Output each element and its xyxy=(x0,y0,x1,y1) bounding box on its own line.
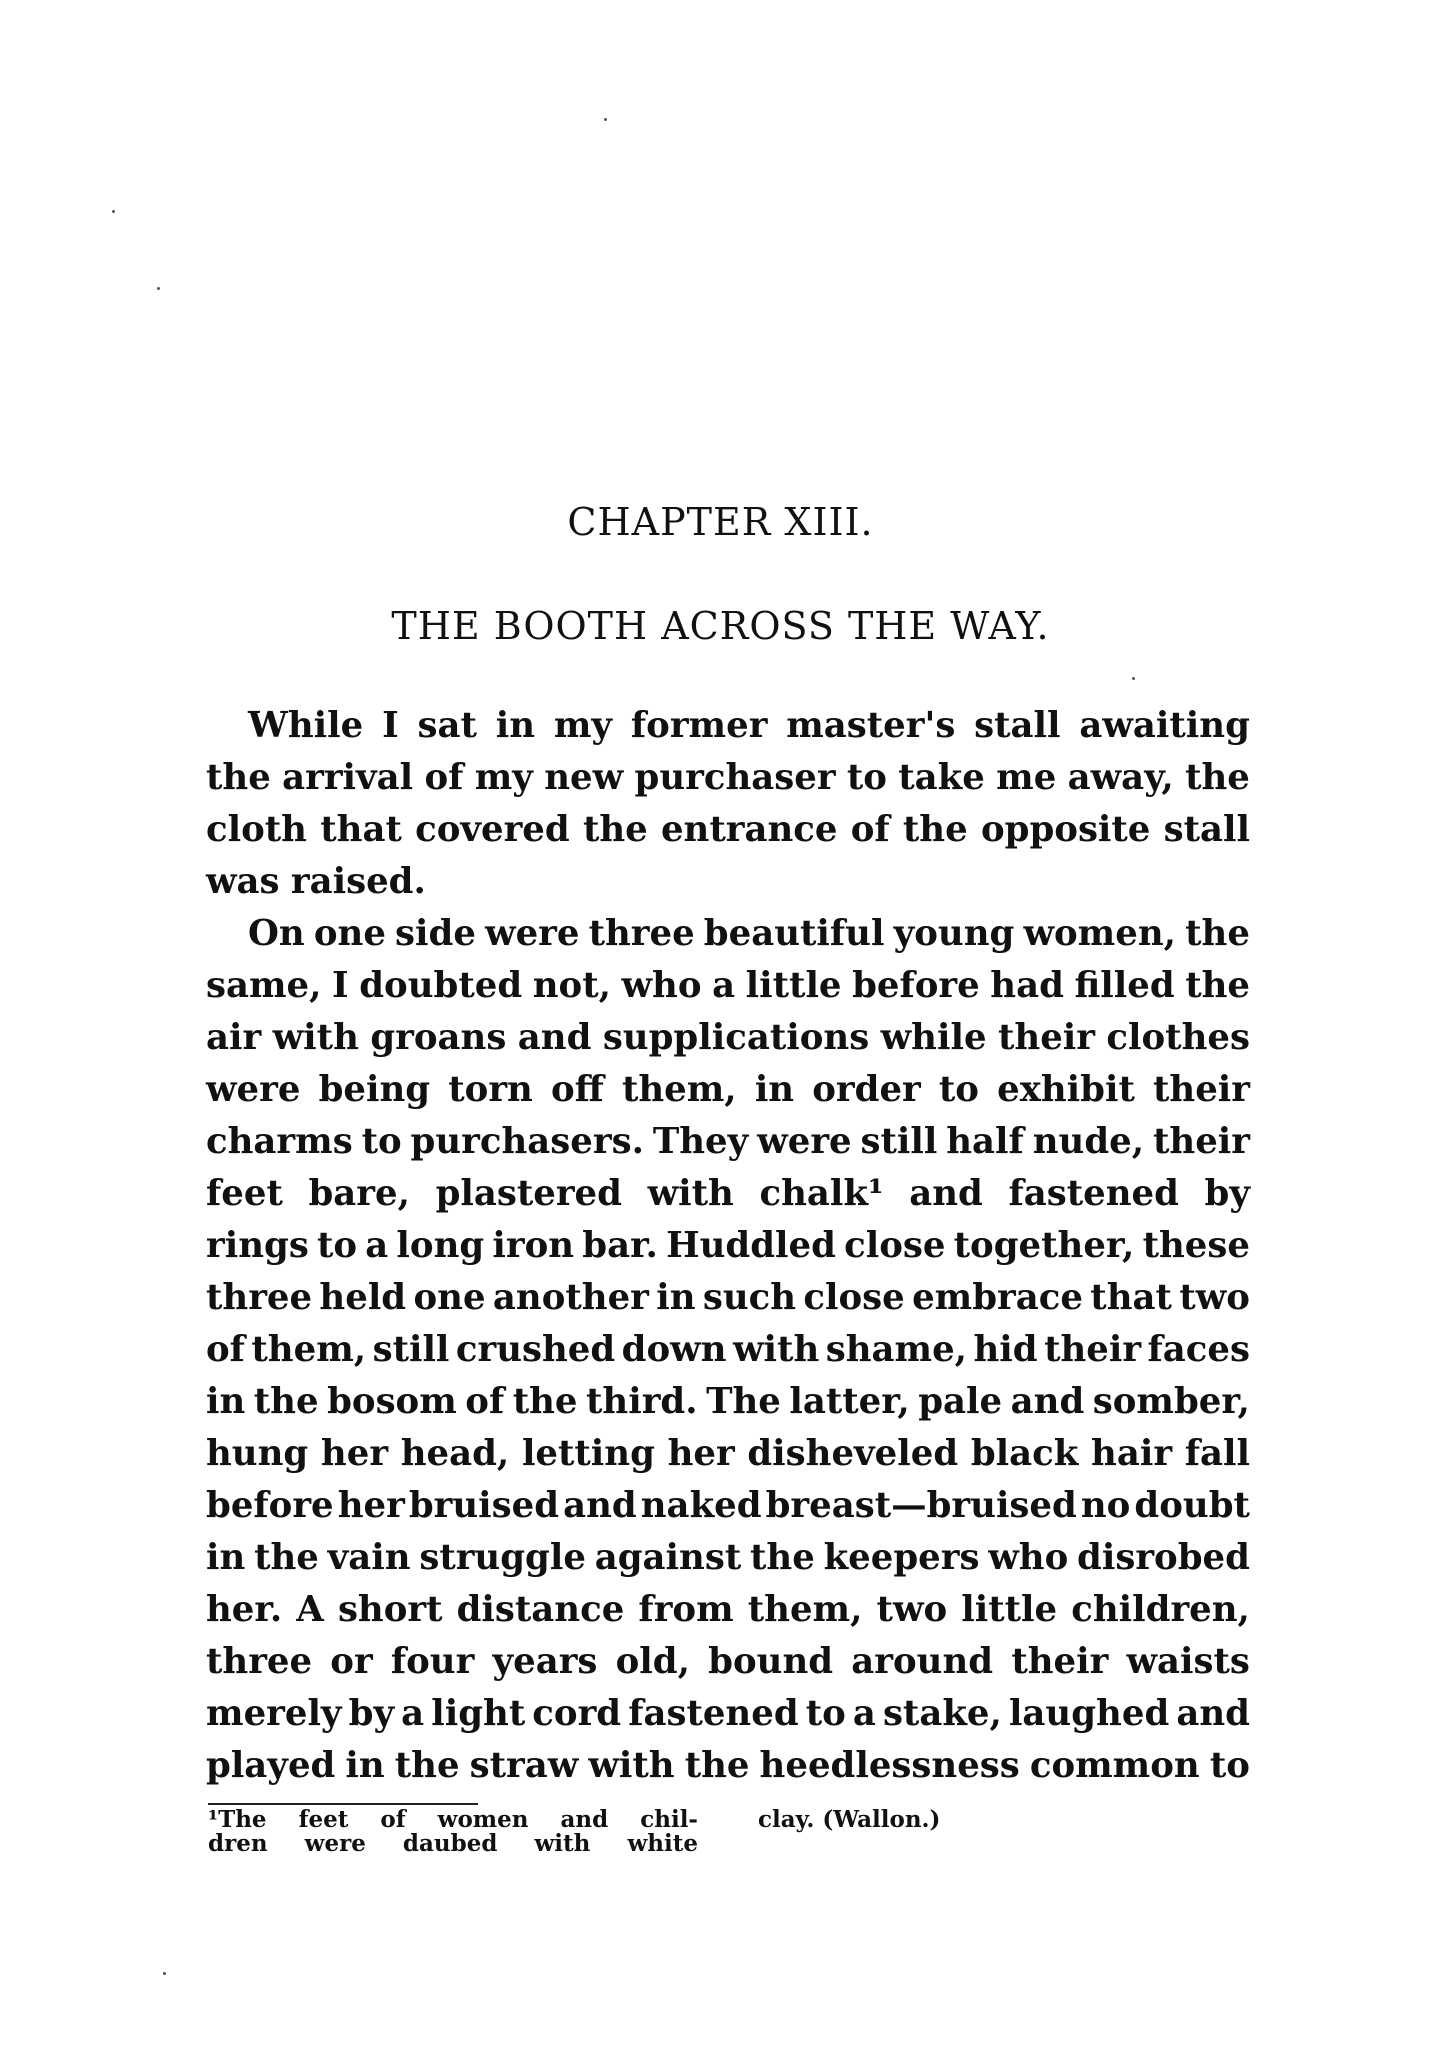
print-speck xyxy=(604,118,607,121)
text-line: air with groans and supplications while their clothes xyxy=(206,1017,1250,1058)
text-line: three or four years old, bound around their waists xyxy=(206,1641,1250,1682)
text-line: was raised. xyxy=(206,861,426,902)
text-line: were being torn off them, in order to exhibit their xyxy=(206,1069,1250,1110)
body-text xyxy=(206,700,1250,1792)
text-line: in the bosom of the third. The latter, pale and somber, xyxy=(206,1381,1250,1422)
footnote-line: clay. (Wallon.) xyxy=(758,1806,941,1833)
text-line: her. A short distance from them, two little children, xyxy=(206,1589,1250,1630)
footnote-line: dren were daubed with white xyxy=(208,1830,698,1857)
text-line: On one side were three beautiful young women, the xyxy=(248,913,1250,954)
footnote xyxy=(208,1808,1008,1856)
print-speck xyxy=(112,210,115,213)
text-line: played in the straw with the heedlessness common to xyxy=(206,1745,1250,1786)
text-line: cloth that covered the entrance of the opposite stall xyxy=(206,809,1250,850)
footnote-line: ¹The feet of women and chil- xyxy=(208,1806,698,1833)
text-line: rings to a long iron bar. Huddled close together, these xyxy=(206,1225,1250,1266)
text-line: merely by a light cord fastened to a stake, laughed and xyxy=(206,1693,1250,1734)
text-line: the arrival of my new purchaser to take me away, the xyxy=(206,757,1250,798)
text-line: three held one another in such close embrace that two xyxy=(206,1277,1250,1318)
text-line: feet bare, plastered with chalk¹ and fastened by xyxy=(206,1173,1250,1214)
chapter-number: CHAPTER XIII. xyxy=(567,500,874,544)
print-speck xyxy=(1132,677,1135,680)
chapter-title: THE BOOTH ACROSS THE WAY. xyxy=(391,604,1050,648)
footnote-rule xyxy=(208,1803,478,1805)
print-speck xyxy=(163,1972,166,1975)
text-line: hung her head, letting her disheveled black hair fall xyxy=(206,1433,1250,1474)
text-line: same, I doubted not, who a little before had filled the xyxy=(206,965,1250,1006)
text-line: While I sat in my former master's stall awaiting xyxy=(248,705,1250,746)
text-line: in the vain struggle against the keepers who disrobed xyxy=(206,1537,1250,1578)
print-speck xyxy=(157,287,160,290)
text-line: of them, still crushed down with shame, hid their faces xyxy=(206,1329,1250,1370)
text-line: charms to purchasers. They were still half nude, their xyxy=(206,1121,1250,1162)
text-line: before her bruised and naked breast—bruised no doubt xyxy=(206,1485,1250,1526)
